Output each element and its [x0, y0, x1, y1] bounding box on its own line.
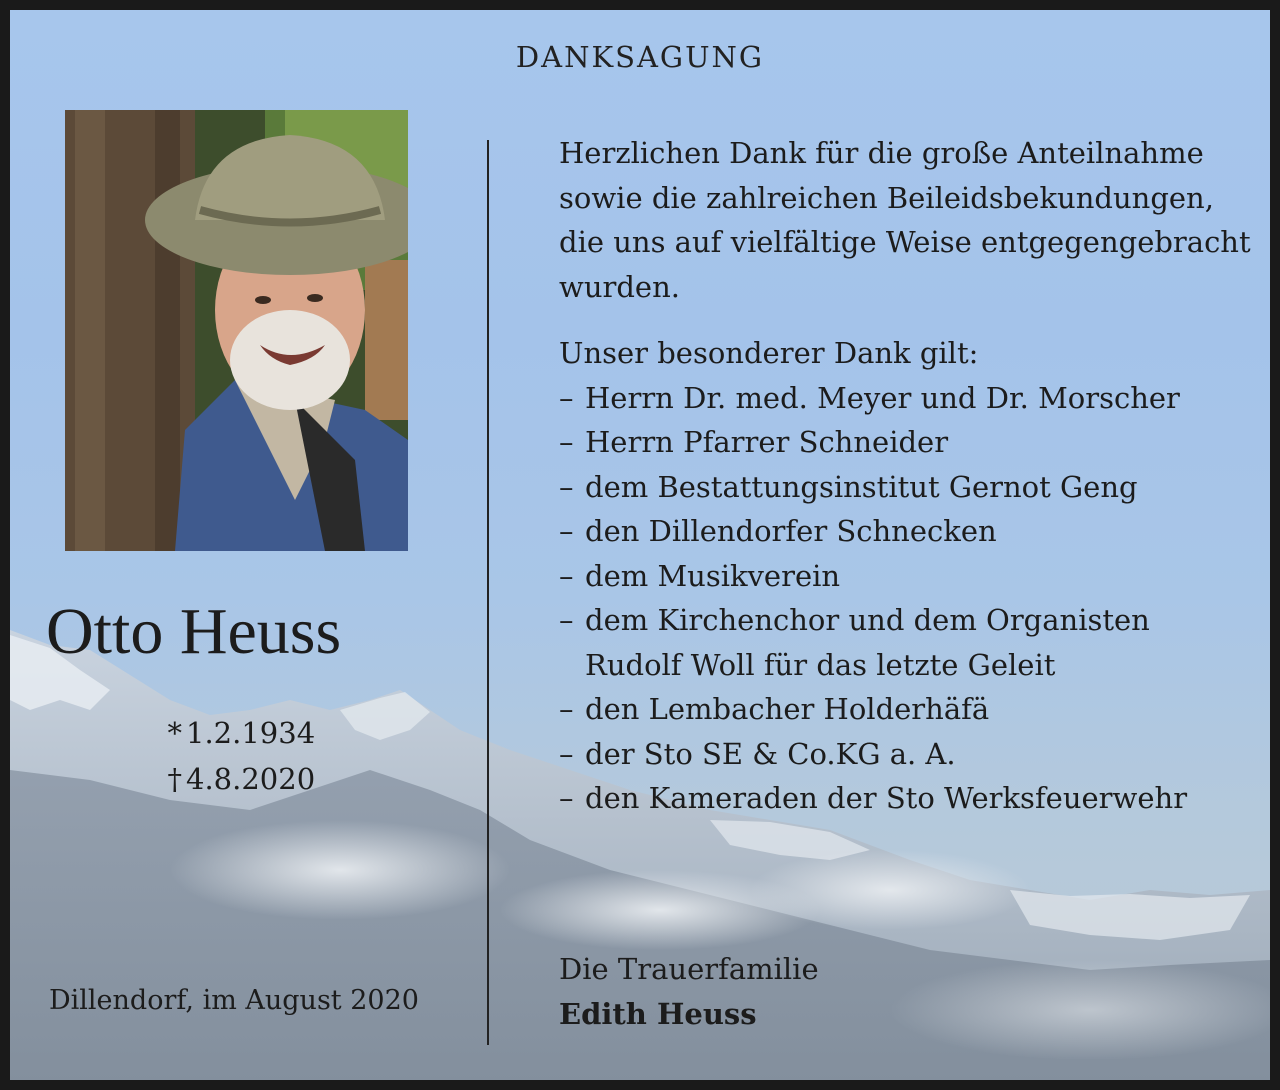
- thanks-message: [559, 131, 1251, 821]
- list-item-continuation: Rudolf Woll für das letzte Geleit: [585, 647, 1056, 682]
- message-line: Herzlichen Dank für die große Anteilnahme: [559, 136, 1204, 170]
- list-item: – den Dillendorfer Schnecken: [559, 514, 997, 548]
- list-item: – dem Kirchenchor und dem Organisten: [559, 603, 1150, 637]
- special-thanks-intro: Unser besonderer Dank gilt:: [559, 336, 979, 370]
- message-line: die uns auf vielfältige Weise entgegengebracht: [559, 225, 1251, 259]
- list-item: – der Sto SE & Co.KG a. A.: [559, 736, 956, 771]
- list-item: – dem Musikverein: [559, 558, 841, 593]
- place-and-date: Dillendorf, im August 2020: [49, 985, 419, 1016]
- obituary-card: [10, 10, 1270, 1080]
- death-date-line: [158, 756, 315, 802]
- message-line: sowie die zahlreichen Beileidsbekundungen,: [559, 180, 1214, 215]
- signature-line-family: Die Trauerfamilie: [559, 952, 819, 986]
- signature: [559, 947, 819, 1037]
- birth-date-line: [158, 710, 315, 756]
- portrait-photo: [65, 110, 408, 551]
- death-date: 4.8.2020: [186, 762, 316, 796]
- list-item: – dem Bestattungsinstitut Gernot Geng: [559, 469, 1138, 504]
- vertical-divider: [487, 140, 489, 1045]
- special-thanks-list: [559, 376, 1251, 821]
- list-item: – den Kameraden der Sto Werksfeuerwehr: [559, 781, 1188, 815]
- list-item: – Herrn Dr. med. Meyer und Dr. Morscher: [559, 380, 1180, 415]
- birth-symbol: *: [167, 716, 182, 750]
- birth-date: 1.2.1934: [186, 716, 316, 750]
- message-line: wurden.: [559, 269, 680, 304]
- list-item: – Herrn Pfarrer Schneider: [559, 425, 949, 459]
- death-cross-symbol: †: [167, 762, 182, 796]
- deceased-name: Otto Heuss: [46, 595, 342, 668]
- heading-danksagung: DANKSAGUNG: [515, 40, 765, 74]
- signature-line-name: Edith Heuss: [559, 997, 757, 1031]
- list-item: – den Lembacher Holderhäfä: [559, 692, 990, 726]
- life-dates: [158, 710, 315, 802]
